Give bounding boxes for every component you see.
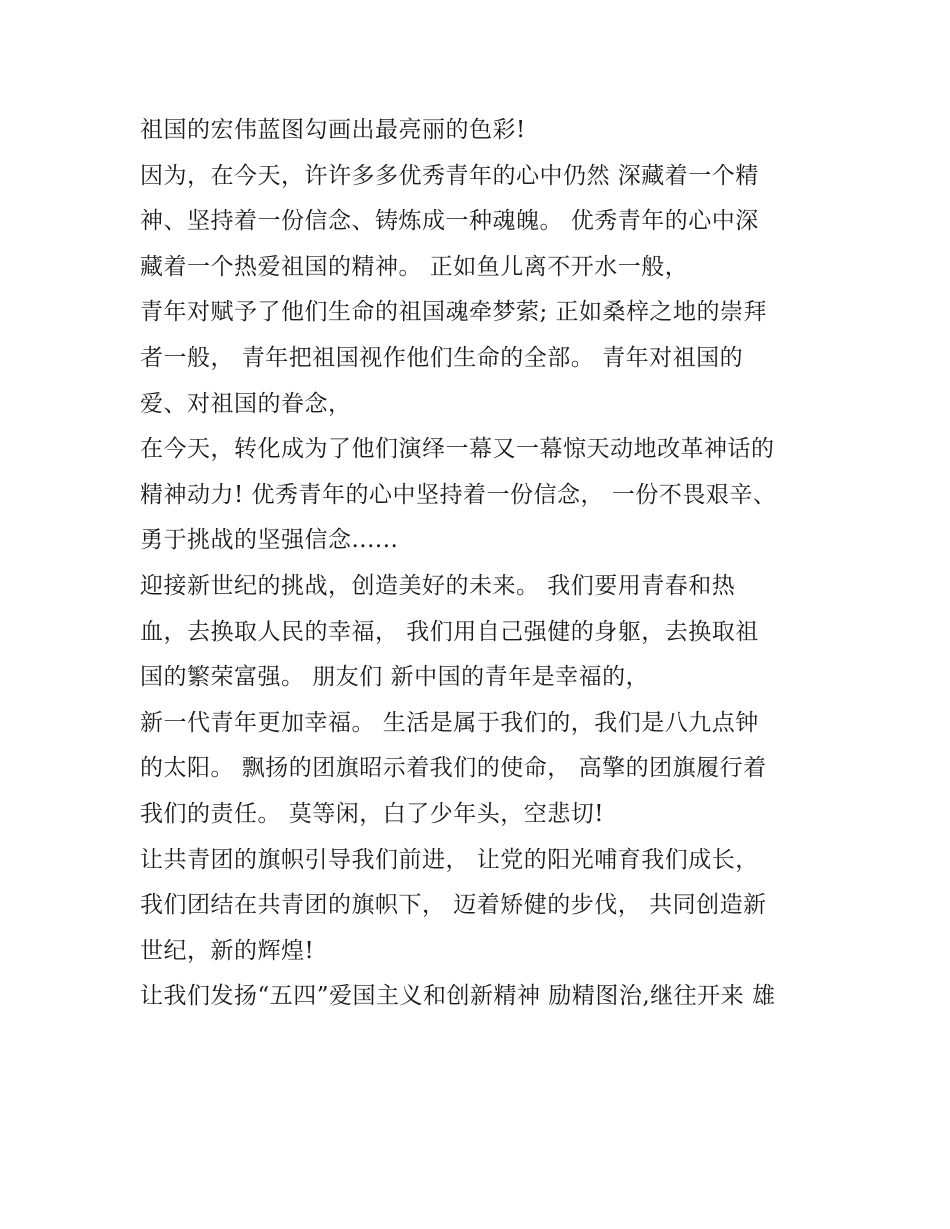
text-line-1: 祖国的宏伟蓝图勾画出最亮丽的色彩! (140, 117, 526, 143)
text-line-17: 让共青团的旗帜引导我们前进， 让党的阳光哺育我们成长， (140, 846, 759, 873)
text-line-4: 藏着一个热爱祖国的精神。 正如鱼儿离不开水一般， (140, 253, 689, 280)
text-line-3: 神、坚持着一份信念、铸炼成一种魂魄。 优秀青年的心中深 (140, 208, 759, 235)
body-text (140, 108, 820, 1020)
text-line-5: 青年对赋予了他们生命的祖国魂牵梦萦; 正如桑梓之地的崇拜 (140, 299, 768, 326)
text-line-15: 的太阳。 飘扬的团旗昭示着我们的使命， 高擎的团旗履行着 (140, 755, 767, 782)
text-line-10: 勇于挑战的坚强信念...... (140, 527, 399, 554)
text-line-11: 迎接新世纪的挑战，创造美好的未来。 我们要用青春和热 (140, 572, 736, 599)
text-line-16: 我们的责任。 莫等闲，白了少年头，空悲切! (140, 800, 605, 827)
text-line-20: 让我们发扬“五四”爱国主义和创新精神 励精图治,继往开来 雄 (140, 983, 776, 1010)
text-line-8: 在今天，转化成为了他们演绎一幕又一幕惊天动地改革神话的 (140, 436, 775, 463)
text-line-13: 国的繁荣富强。 朋友们 新中国的青年是幸福的， (140, 664, 650, 691)
text-line-18: 我们团结在共青团的旗帜下， 迈着矫健的步伐， 共同创造新 (140, 892, 767, 919)
text-line-12: 血，去换取人民的幸福， 我们用自己强健的身躯，去换取祖 (140, 618, 759, 645)
text-line-9: 精神动力! 优秀青年的心中坚持着一份信念， 一份不畏艰辛、 (140, 481, 777, 508)
text-line-6: 者一般， 青年把祖国视作他们生命的全部。 青年对祖国的 (140, 344, 744, 371)
text-line-7: 爱、对祖国的眷念， (140, 390, 352, 417)
text-line-2: 因为，在今天，许许多多优秀青年的心中仍然 深藏着一个精 (140, 162, 759, 189)
text-line-14: 新一代青年更加幸福。 生活是属于我们的，我们是八九点钟 (140, 709, 759, 736)
text-line-19: 世纪，新的辉煌! (140, 937, 315, 964)
